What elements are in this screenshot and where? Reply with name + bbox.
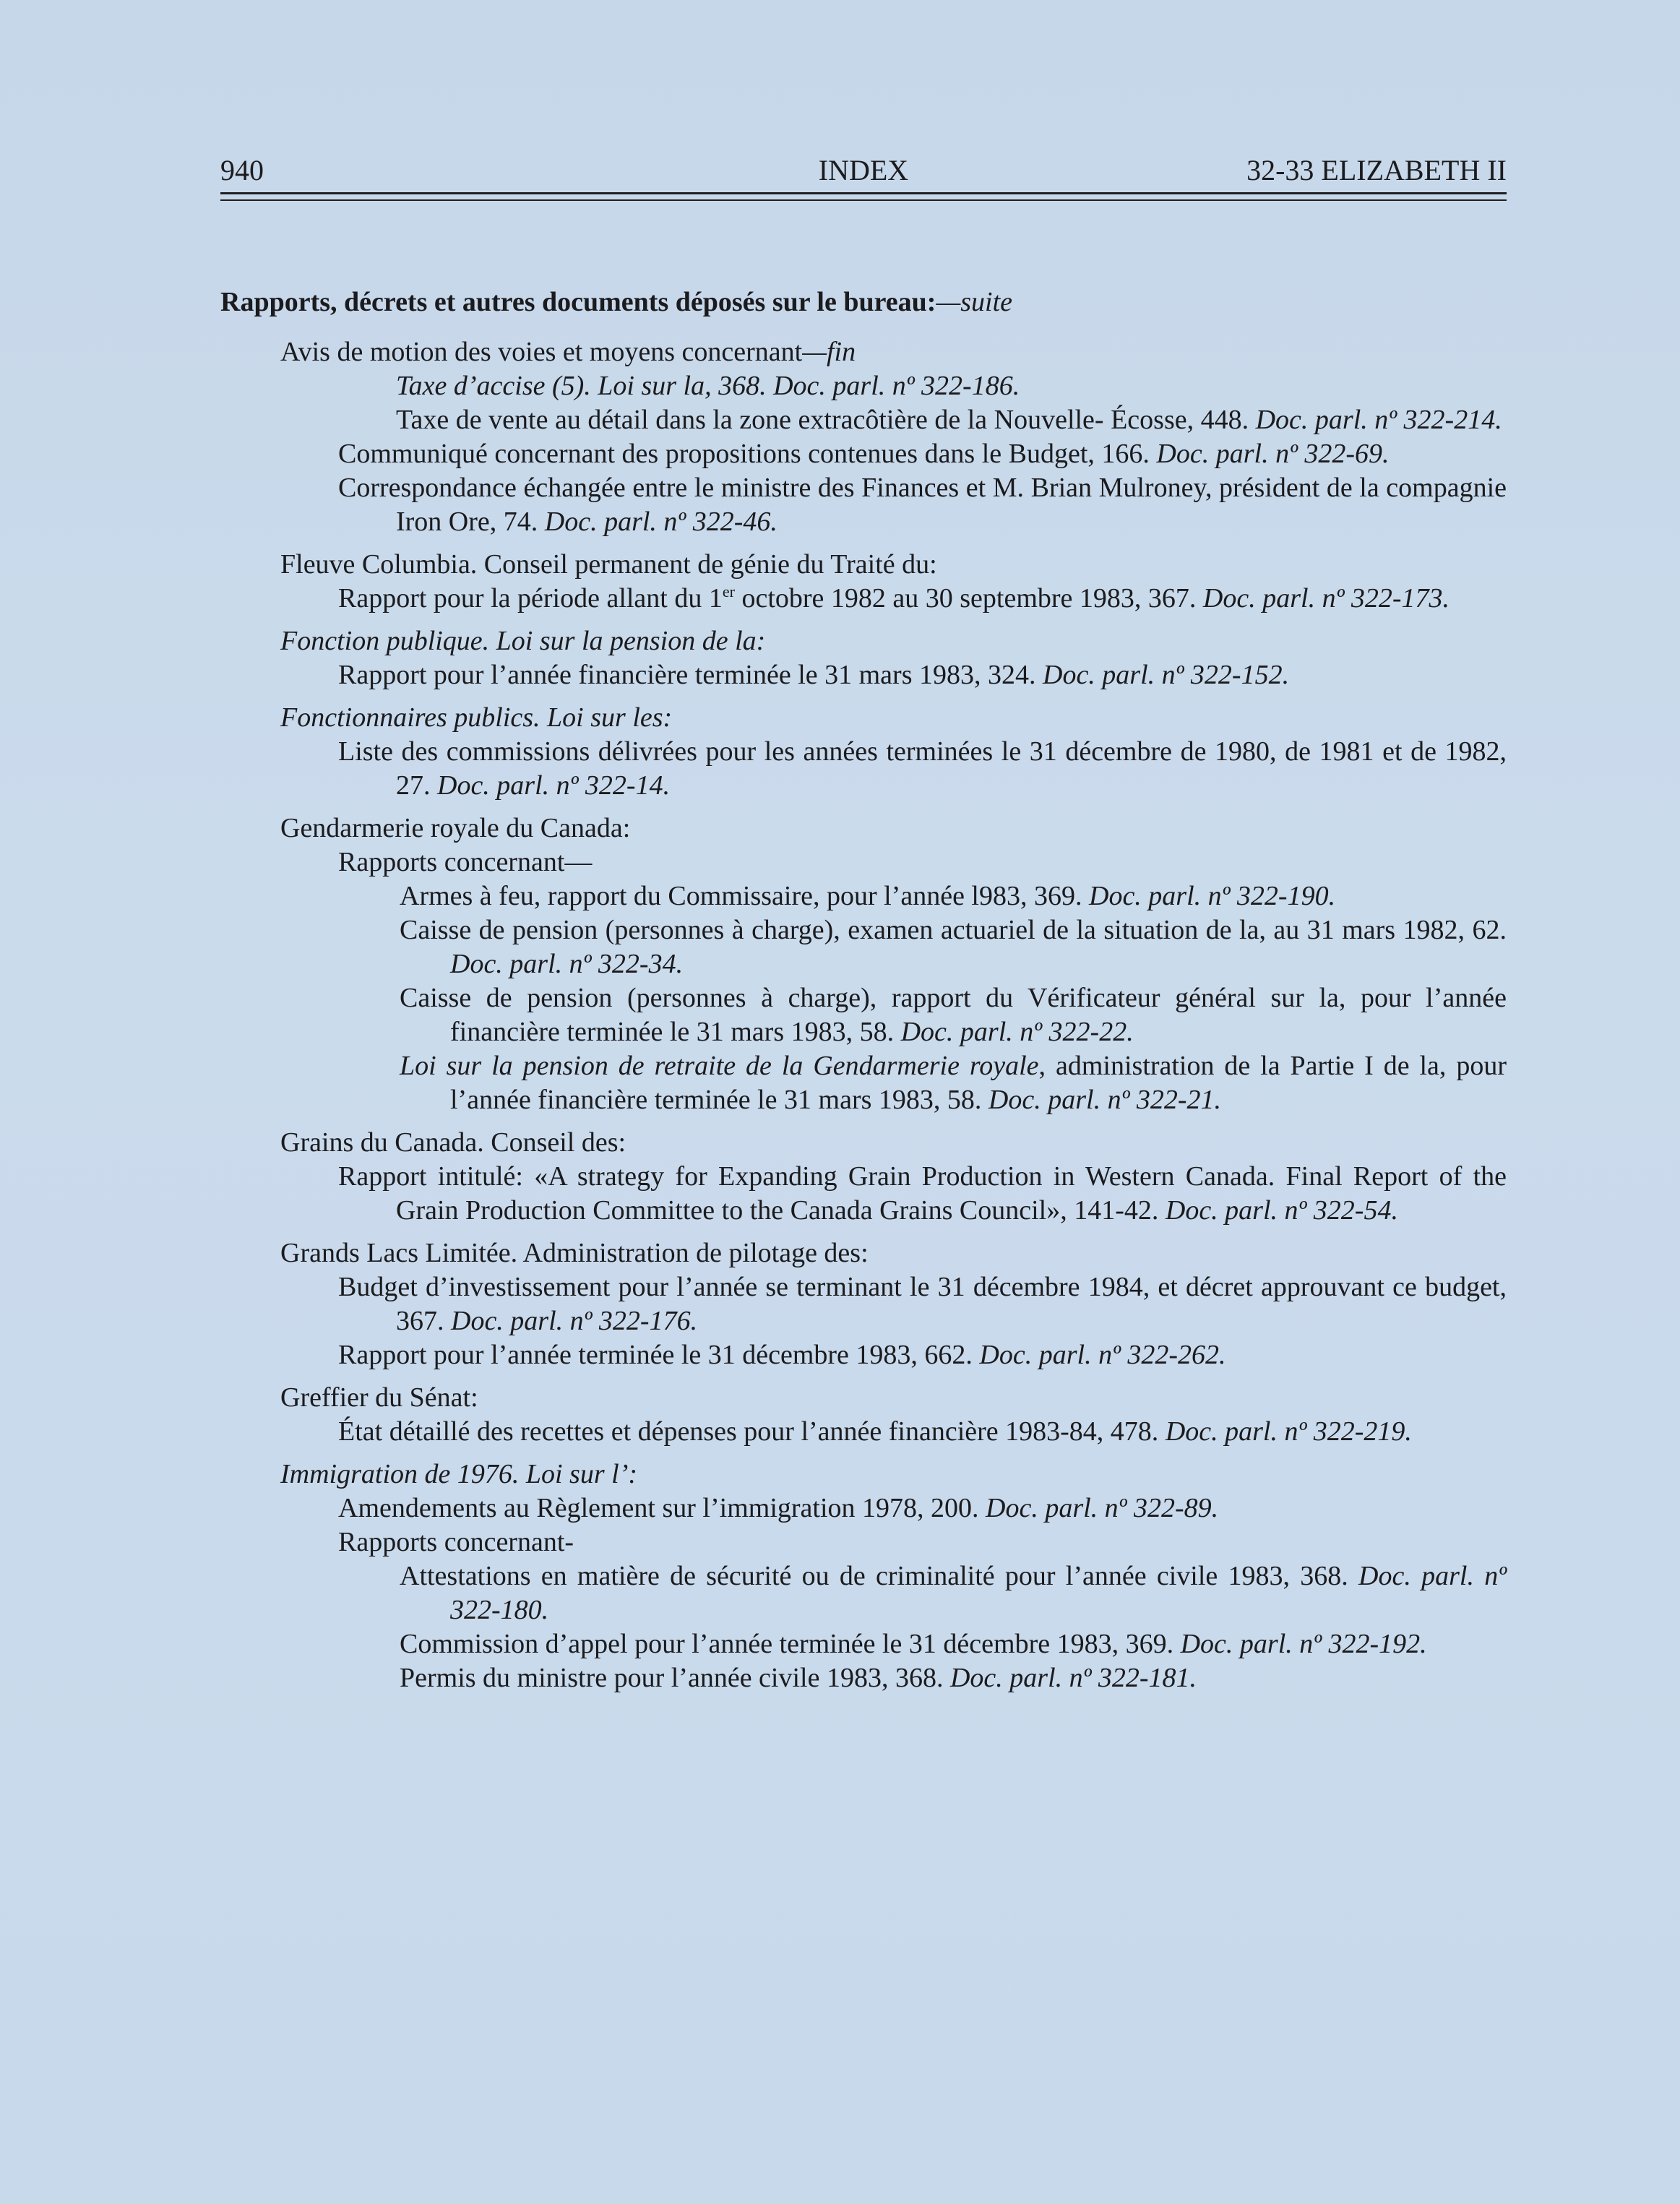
entry-grc-rapports: Rapports concernant— [338,847,593,877]
reign-label: 32-33 ELIZABETH II [1246,154,1507,186]
entry-avis-motion: Avis de motion des voies et moyens concernant—fin [280,337,856,367]
entry-taxe-accise: Taxe d’accise (5). Loi sur la, 368. Doc. parl. nº 322-186. [396,371,1020,401]
entry-taxe-vente: Taxe de vente au détail dans la zone extracôtière de la Nouvelle- Écosse, 448. Doc. parl. nº 322-214. [396,405,1502,435]
entry-immigration: Immigration de 1976. Loi sur l’: [280,1459,637,1489]
entry-communique: Communiqué concernant des propositions contenues dans le Budget, 166. Doc. parl. nº 322-69. [338,439,1390,469]
entry-correspondance: Correspondance échangée entre le ministre des Finances et M. Brian Mulroney, président de la compagnie Iron Ore, 74. Doc. parl. nº 322-46. [338,473,1507,537]
entry-fleuve-columbia: Fleuve Columbia. Conseil permanent de génie du Traité du: [280,549,937,580]
entry-fleuve-rapport: Rapport pour la période allant du 1er octobre 1982 au 30 septembre 1983, 367. Doc. parl. nº 322-173. [338,582,1450,614]
header-rule-bottom [220,199,1507,201]
entry-fonction-publique: Fonction publique. Loi sur la pension de la: [280,626,766,656]
entry-immigration-commission: Commission d’appel pour l’année terminée le 31 décembre 1983, 369. Doc. parl. nº 322-192. [400,1629,1427,1659]
header-rule-top [220,192,1507,194]
entry-greffier-senat: Greffier du Sénat: [280,1382,478,1413]
entry-lacs-budget: Budget d’investissement pour l’année se terminant le 31 décembre 1984, et décret approuvant ce budget, 367. Doc. parl. nº 322-176. [338,1272,1507,1336]
entry-fonctionnaires-liste: Liste des commissions délivrées pour les années terminées le 31 décembre de 1980, de 1981 et de 1982, 27. Doc. parl. nº 322-14. [338,736,1507,801]
page-title: INDEX [818,154,909,186]
entry-grc-loi-pension: Loi sur la pension de retraite de la Gendarmerie royale, administration de la Partie I de la, pour l’année financière terminée le 31 mars 1983, 58. Doc. parl. nº 322-21. [400,1051,1507,1115]
entry-immigration-rapports: Rapports concernant- [338,1527,574,1557]
entry-immigration-amendements: Amendements au Règlement sur l’immigration 1978, 200. Doc. parl. nº 322-89. [338,1493,1219,1523]
entry-grands-lacs: Grands Lacs Limitée. Administration de pilotage des: [280,1238,869,1268]
entry-immigration-permis: Permis du ministre pour l’année civile 1983, 368. Doc. parl. nº 322-181. [400,1663,1197,1693]
entry-gendarmerie: Gendarmerie royale du Canada: [280,813,631,843]
section-heading: Rapports, décrets et autres documents déposés sur le bureau:—suite [220,287,1013,317]
entry-grains-rapport: Rapport intitulé: «A strategy for Expanding Grain Production in Western Canada. Final Report of the Grain Production Committee to the Canada Grains Council», 141-42. Doc. parl. nº 322-54. [338,1161,1507,1226]
entry-grc-caisse-rapport: Caisse de pension (personnes à charge), rapport du Vérificateur général sur la, pour l’année financière terminée le 31 mars 1983, 58. Doc. parl. nº 322-22. [400,983,1507,1047]
entry-greffier-etat: État détaillé des recettes et dépenses pour l’année financière 1983-84, 478. Doc. parl. nº 322-219. [338,1416,1412,1447]
entry-grc-caisse-examen: Caisse de pension (personnes à charge), examen actuariel de la situation de la, au 31 mars 1982, 62. Doc. parl. nº 322-34. [400,915,1507,979]
page-header [220,149,1507,192]
entry-grains-canada: Grains du Canada. Conseil des: [280,1127,626,1158]
entry-fonction-rapport: Rapport pour l’année financière terminée le 31 mars 1983, 324. Doc. parl. nº 322-152. [338,660,1290,690]
entry-fonctionnaires-publics: Fonctionnaires publics. Loi sur les: [280,702,673,733]
page-number: 940 [220,154,264,186]
entry-immigration-attestations: Attestations en matière de sécurité ou de criminalité pour l’année civile 1983, 368. Doc. parl. nº 322-180. [400,1561,1507,1625]
entry-lacs-rapport: Rapport pour l’année terminée le 31 décembre 1983, 662. Doc. parl. nº 322-262. [338,1340,1226,1370]
index-content [220,285,1507,1695]
entry-grc-armes: Armes à feu, rapport du Commissaire, pour l’année l983, 369. Doc. parl. nº 322-190. [400,881,1336,911]
